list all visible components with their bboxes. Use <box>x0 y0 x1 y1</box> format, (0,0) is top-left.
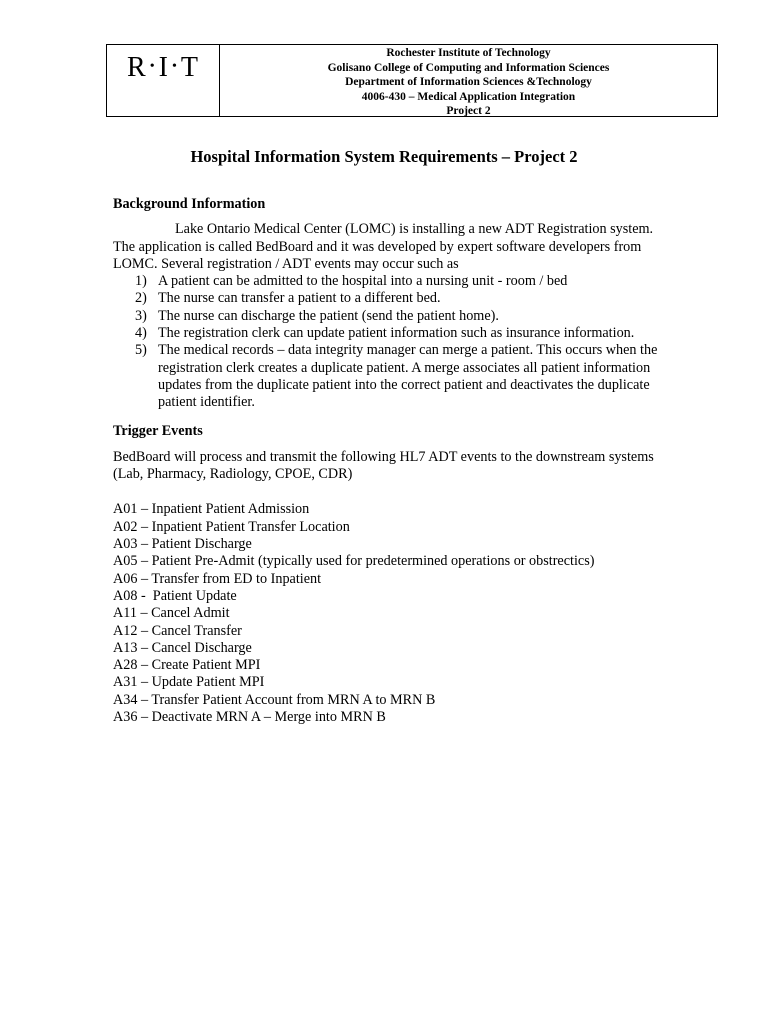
list-item <box>113 290 673 307</box>
list-item-text: The registration clerk can update patient information such as insurance information. <box>158 325 635 342</box>
background-heading: Background Information <box>113 196 266 212</box>
header-line-project: Project 2 <box>446 105 491 118</box>
logo-letter-r: R <box>127 52 147 83</box>
event-code-a13: A13 – Cancel Discharge <box>113 639 252 656</box>
list-item <box>113 342 673 411</box>
header-table <box>106 44 718 117</box>
header-line-course: 4006-430 – Medical Application Integration <box>361 90 576 103</box>
event-code-a12: A12 – Cancel Transfer <box>113 622 242 639</box>
list-item-text: The nurse can discharge the patient (send the patient home). <box>158 307 499 324</box>
hl7-event-code-list <box>113 501 673 726</box>
event-code-a08: A08 - Patient Update <box>113 587 237 604</box>
list-item <box>113 308 673 325</box>
event-code-a34: A34 – Transfer Patient Account from MRN A to MRN B <box>113 691 436 708</box>
header-line-department: Department of Information Sciences &Technology <box>345 76 592 89</box>
event-code-a28: A28 – Create Patient MPI <box>113 657 261 674</box>
registration-event-list <box>113 273 673 411</box>
list-item-text: A patient can be admitted to the hospital into a nursing unit - room / bed <box>158 273 568 290</box>
logo-letter-i: I <box>158 52 169 83</box>
list-item-number: 2) <box>135 290 147 307</box>
logo-cell <box>107 45 220 116</box>
header-line-institute: Rochester Institute of Technology <box>386 47 551 59</box>
event-code-a06: A06 – Transfer from ED to Inpatient <box>113 570 322 587</box>
logo-letter-t: T <box>180 52 199 83</box>
event-code-a02: A02 – Inpatient Patient Transfer Location <box>113 518 350 535</box>
event-code-a05: A05 – Patient Pre-Admit (typically used for predetermined operations or obstrectics) <box>113 553 595 570</box>
logo-separator: • <box>149 59 156 74</box>
document-body <box>113 196 673 726</box>
document-title: Hospital Information System Requirements – Project 2 <box>190 147 578 166</box>
list-item-number: 1) <box>135 273 147 290</box>
event-code-a03: A03 – Patient Discharge <box>113 536 252 553</box>
event-code-a11: A11 – Cancel Admit <box>113 605 230 622</box>
list-item-number: 4) <box>135 325 147 342</box>
event-code-a31: A31 – Update Patient MPI <box>113 674 265 691</box>
list-item-text: The medical records – data integrity manager can merge a patient. This occurs when the registration clerk creates a duplicate patient. A merge associates all patient information updates from the duplicate patient into the correct patient and deactivates the duplicate patient identifier. <box>158 342 658 411</box>
list-item-number: 5) <box>135 342 147 359</box>
header-line-college: Golisano College of Computing and Information Sciences <box>327 61 610 74</box>
event-code-a36: A36 – Deactivate MRN A – Merge into MRN B <box>113 709 386 726</box>
rit-logo <box>127 51 199 84</box>
trigger-events-paragraph: BedBoard will process and transmit the following HL7 ADT events to the downstream systems (Lab, Pharmacy, Radiology, CPOE, CDR) <box>113 448 654 483</box>
list-item <box>113 325 673 342</box>
header-info-cell <box>220 45 717 116</box>
background-paragraph: Lake Ontario Medical Center (LOMC) is installing a new ADT Registration system. The application is called BedBoard and it was developed by expert software developers from LOMC. Several registration / ADT events may occur such as <box>113 221 654 272</box>
logo-separator: • <box>171 59 178 74</box>
event-code-a01: A01 – Inpatient Patient Admission <box>113 501 310 518</box>
list-item-text: The nurse can transfer a patient to a different bed. <box>158 290 441 307</box>
list-item <box>113 273 673 290</box>
trigger-events-heading: Trigger Events <box>113 422 203 439</box>
list-item-number: 3) <box>135 307 147 324</box>
